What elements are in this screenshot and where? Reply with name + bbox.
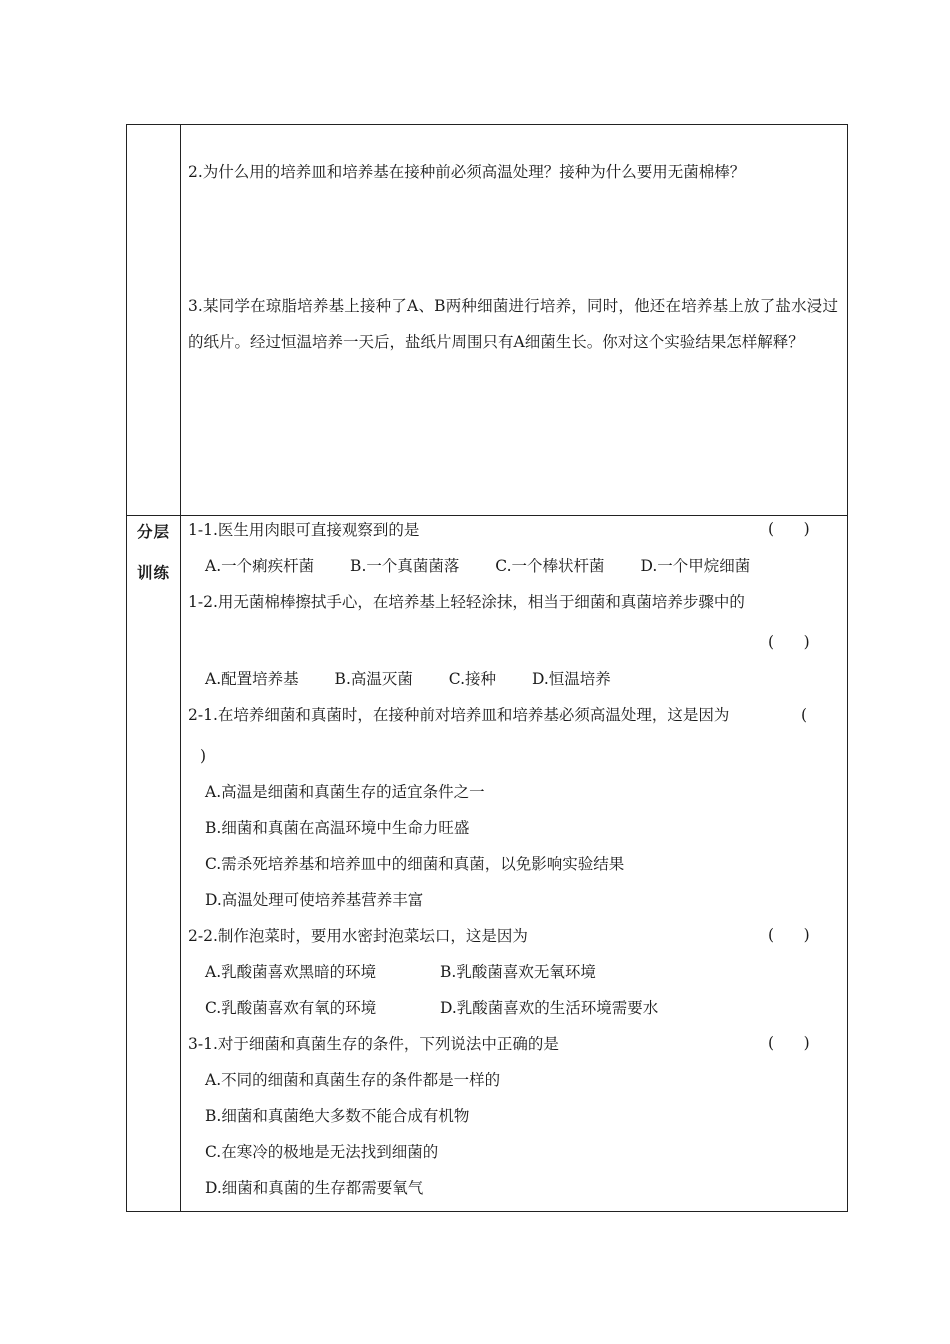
q2-1-option-d: D.高温处理可使培养基营养丰富 (205, 891, 424, 909)
q2-1-paren-close: ) (200, 747, 207, 765)
q2-1-stem: 2-1.在培养细菌和真菌时，在接种前对培养皿和培养基必须高温处理，这是因为 (188, 706, 730, 724)
q1-1-answer-blank: ( ) (768, 520, 810, 538)
q2-1-option-b: B.细菌和真菌在高温环境中生命力旺盛 (205, 819, 470, 837)
q3-1-option-d: D.细菌和真菌的生存都需要氧气 (205, 1179, 424, 1197)
q1-1-stem: 1-1.医生用肉眼可直接观察到的是 (188, 521, 420, 539)
q1-2-options: A.配置培养基 B.高温灭菌 C.接种 D.恒温培养 (205, 670, 611, 688)
q1-2-answer-blank: ( ) (768, 633, 810, 651)
q1-1-options: A.一个痢疾杆菌 B.一个真菌菌落 C.一个棒状杆菌 D.一个甲烷细菌 (205, 557, 751, 575)
q3-1-option-c: C.在寒冷的极地是无法找到细菌的 (205, 1143, 439, 1161)
q3-1-answer-blank: ( ) (768, 1034, 810, 1052)
question-2-text: 2.为什么用的培养皿和培养基在接种前必须高温处理？接种为什么要用无菌棉棒？ (188, 163, 746, 181)
section-label-line1: 分层 (137, 522, 171, 541)
question-3-text: 3.某同学在琼脂培养基上接种了A、B两种细菌进行培养，同时，他还在培养基上放了盐水浸过的纸片。经过恒温培养一天后，盐纸片周围只有A细菌生长。你对这个实验结果怎样解释？ (188, 297, 838, 351)
q2-1-paren-open: ( (801, 706, 808, 724)
column-divider (180, 124, 181, 1212)
q1-2-stem: 1-2.用无菌棉棒擦拭手心，在培养基上轻轻涂抹，相当于细菌和真菌培养步骤中的 (188, 593, 745, 611)
q2-1-option-a: A.高温是细菌和真菌生存的适宜条件之一 (205, 783, 485, 801)
q2-1-option-c: C.需杀死培养基和培养皿中的细菌和真菌，以免影响实验结果 (205, 855, 625, 873)
q2-2-answer-blank: ( ) (768, 926, 810, 944)
q2-2-option-b: B.乳酸菌喜欢无氧环境 (440, 963, 596, 981)
row-divider (126, 515, 848, 516)
q2-2-stem: 2-2.制作泡菜时，要用水密封泡菜坛口，这是因为 (188, 927, 528, 945)
q2-2-option-d: D.乳酸菌喜欢的生活环境需要水 (440, 999, 659, 1017)
section-label-line2: 训练 (137, 563, 171, 582)
q2-2-option-c: C.乳酸菌喜欢有氧的环境 (205, 999, 377, 1017)
q3-1-option-a: A.不同的细菌和真菌生存的条件都是一样的 (205, 1071, 501, 1089)
q3-1-option-b: B.细菌和真菌绝大多数不能合成有机物 (205, 1107, 470, 1125)
q3-1-stem: 3-1.对于细菌和真菌生存的条件，下列说法中正确的是 (188, 1035, 559, 1053)
q2-2-option-a: A.乳酸菌喜欢黑暗的环境 (205, 963, 377, 981)
